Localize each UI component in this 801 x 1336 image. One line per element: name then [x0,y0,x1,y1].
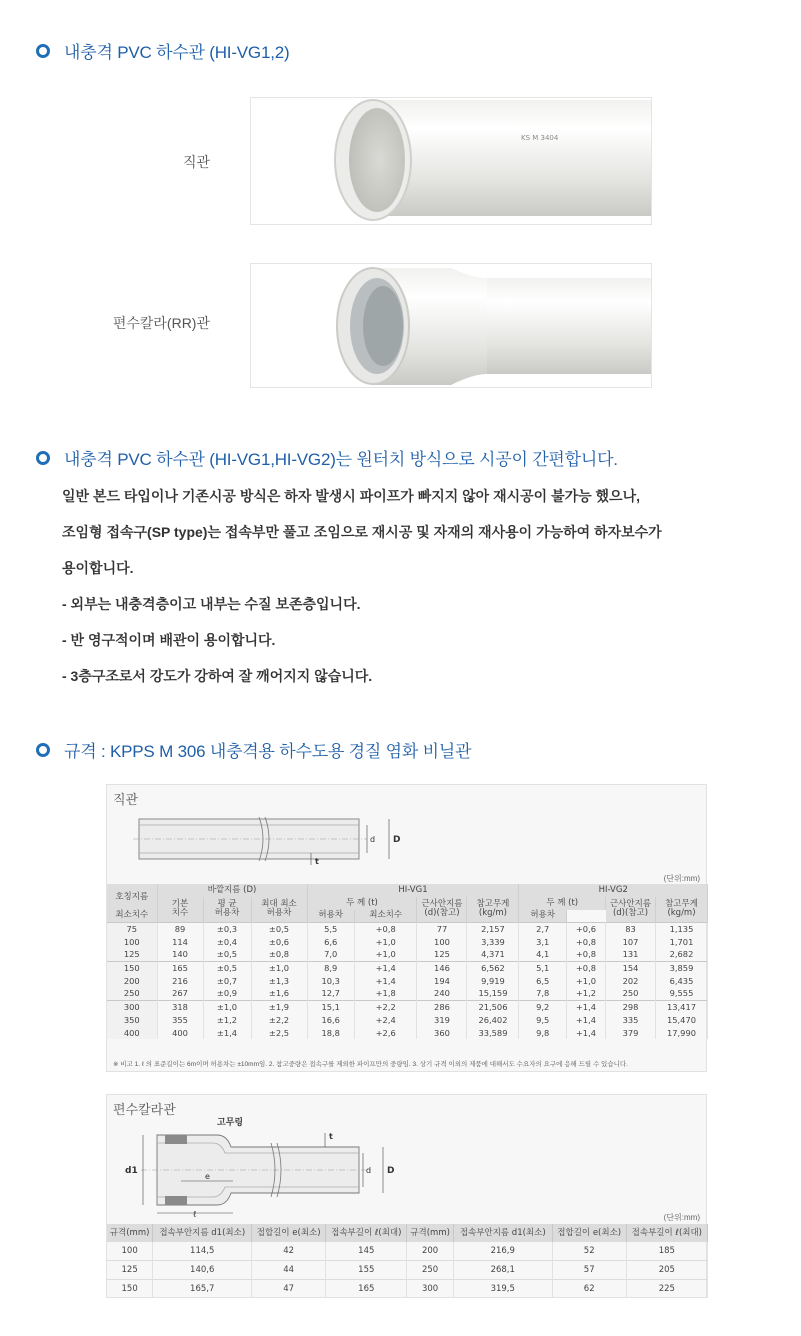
table-cell: ±0,5 [203,948,251,961]
table-cell: +0,8 [566,935,605,948]
table-cell: 15,470 [656,1013,708,1026]
table-cell: +0,8 [566,961,605,974]
diagram-label-gasket: 고무링 [217,1118,244,1128]
table-cell: 140,6 [153,1260,252,1279]
table-cell: 298 [606,1000,656,1013]
col-header-inner: 근사안지름 (d)(참고) [606,897,656,922]
table-cell: 3,859 [656,961,708,974]
table-cell: 77 [417,922,467,935]
table-cell: 12,7 [307,987,354,1000]
table-cell: 335 [606,1013,656,1026]
table-cell: 21,506 [467,1000,519,1013]
description-line: 일반 본드 타입이나 기존시공 방식은 하자 발생시 파이프가 빠지지 않아 재시공이 불가능 했으나, [62,488,640,504]
table-cell: 200 [107,974,157,987]
rr-table-header-row [107,1224,708,1241]
table-cell: 6,562 [467,961,519,974]
table-cell: 300 [407,1279,453,1298]
table-row [107,935,708,948]
table-cell: 9,555 [656,987,708,1000]
table-cell: ±2,5 [251,1026,307,1039]
table-cell: ±1,2 [203,1013,251,1026]
table-cell: 62 [552,1279,626,1298]
collar-pipe-image [251,264,652,388]
unit-label: (단위:mm) [663,1213,700,1222]
circle-bullet-icon [36,451,50,465]
table-cell: 83 [606,922,656,935]
table-cell: 150 [107,1279,153,1298]
col-header-tol: 허용차 [519,910,566,922]
section-heading-product [36,38,289,63]
table-cell: 52 [552,1241,626,1260]
section-heading-installation [36,445,618,470]
table-cell: 57 [552,1260,626,1279]
table-cell: 2,157 [467,922,519,935]
table-cell: 125 [107,948,157,961]
table-row [107,1241,708,1260]
table-cell: 205 [626,1260,707,1279]
table-cell: 165 [326,1279,407,1298]
table-cell: 114,5 [153,1241,252,1260]
table-cell: 9,2 [519,1000,566,1013]
col-header-nominal: 호칭지름 [107,884,157,910]
table-cell: +2,6 [354,1026,417,1039]
table-cell: 355 [157,1013,203,1026]
table-cell: 2,682 [656,948,708,961]
rr-spec-title: 편수칼라관 [113,1102,176,1117]
table-cell: ±0,4 [203,935,251,948]
table-cell: 6,5 [519,974,566,987]
table-cell: 194 [417,974,467,987]
feature-bullet: - 반 영구적이며 배관이 용이합니다. [62,632,276,648]
table-cell: +2,4 [354,1013,417,1026]
diagram-label-e: e [205,1172,210,1181]
table-cell: 7,0 [307,948,354,961]
table-cell: 318 [157,1000,203,1013]
table-cell: 100 [107,935,157,948]
table-cell: ±0,7 [203,974,251,987]
table-cell: 379 [606,1026,656,1039]
col-header-weight: 참고무게 (kg/m) [467,897,519,922]
rr-col-header: 접합길이 e(최소) [552,1224,626,1241]
table-cell: +2,2 [354,1000,417,1013]
table-cell: 44 [252,1260,326,1279]
table-cell: ±0,6 [251,935,307,948]
table-cell: ±2,2 [251,1013,307,1026]
table-cell: 125 [417,948,467,961]
diagram-label-t: t [315,857,319,866]
feature-bullet: - 3층구조로서 강도가 강하여 잘 깨어지지 않습니다. [62,668,373,684]
rr-col-header: 규격(mm) [107,1224,153,1241]
unit-label: (단위:mm) [663,874,700,883]
table-cell: 400 [157,1026,203,1039]
description-line: 용이합니다. [62,560,134,576]
rr-col-header: 규격(mm) [407,1224,453,1241]
table-cell: +1,2 [566,987,605,1000]
table-cell: 2,7 [519,922,566,935]
table-cell: 200 [407,1241,453,1260]
table-cell: 47 [252,1279,326,1298]
diagram-label-d: d [370,835,376,844]
circle-bullet-icon [36,44,50,58]
table-cell: 3,339 [467,935,519,948]
col-header-min: 최소치수 [107,910,157,922]
table-cell: 216 [157,974,203,987]
section-heading-spec [36,737,471,762]
table-cell: ±0,8 [251,948,307,961]
table-cell: 8,9 [307,961,354,974]
straight-spec-panel [106,784,707,1072]
table-cell: 145 [326,1241,407,1260]
description-line: 조임형 접속구(SP type)는 접속부만 풀고 조임으로 재시공 및 자재의 재사용이 가능하여 하자보수가 [62,524,662,540]
rr-col-header: 접속부안지름 d1(최소) [453,1224,552,1241]
table-cell: 107 [606,935,656,948]
table-cell: 114 [157,935,203,948]
col-header-min: 최소치수 [354,910,417,922]
col-header-tol: 허용차 [307,910,354,922]
diagram-label-D: D [387,1166,395,1176]
rr-pipe-diagram [121,1113,401,1217]
table-row [107,961,708,974]
table-row [107,948,708,961]
col-header-avg-tol: 평 균 허용차 [203,897,251,922]
table-row [107,987,708,1000]
col-group-vg1: HI-VG1 [307,884,519,897]
table-cell: 9,919 [467,974,519,987]
rr-spec-table [107,1224,708,1298]
table-cell: ±1,3 [251,974,307,987]
col-header-inner: 근사안지름 (d)(참고) [417,897,467,922]
table-cell: 267 [157,987,203,1000]
col-group-vg2: HI-VG2 [519,884,708,897]
straight-table-body [107,922,708,1039]
table-cell: 3,1 [519,935,566,948]
table-cell: +1,0 [354,948,417,961]
table-cell: 6,435 [656,974,708,987]
table-cell: 89 [157,922,203,935]
table-cell: 165,7 [153,1279,252,1298]
col-header-basic: 기본 치수 [157,897,203,922]
straight-pipe-label: 직관 [182,154,210,170]
table-cell: 150 [107,961,157,974]
straight-spec-title: 직관 [113,792,139,807]
table-cell: ±0,5 [203,961,251,974]
rr-spec-panel [106,1094,707,1298]
table-note: ※ 비고 1. ℓ 의 표준길이는 6m이며 허용차는 ±10mm임. 2. 참고중량은 접속구를 제외한 파이프만의 중량임. 3. 상기 규격 이외의 제품에 대해서도 수요자의 요구에 응해 드릴 수 있습니다. [113,1061,628,1068]
table-cell: 100 [107,1241,153,1260]
table-cell: +1,0 [566,974,605,987]
table-cell: +1,4 [566,1013,605,1026]
table-row [107,974,708,987]
col-group-outer: 바깥지름 (D) [157,884,307,897]
table-cell: 400 [107,1026,157,1039]
table-cell: 13,417 [656,1000,708,1013]
table-cell: 9,8 [519,1026,566,1039]
rr-table-body [107,1241,708,1298]
table-cell: 100 [417,935,467,948]
table-cell: 319 [417,1013,467,1026]
table-cell: 4,1 [519,948,566,961]
table-cell: 300 [107,1000,157,1013]
table-cell: 125 [107,1260,153,1279]
col-header-maxmin-tol: 최대 최소 허용차 [251,897,307,922]
table-row [107,922,708,935]
table-cell: 5,1 [519,961,566,974]
table-cell: +0,8 [354,922,417,935]
table-cell: ±0,9 [203,987,251,1000]
table-cell: 146 [417,961,467,974]
rr-col-header: 접합길이 e(최소) [252,1224,326,1241]
table-cell: +1,4 [566,1000,605,1013]
table-cell: 140 [157,948,203,961]
table-cell: 5,5 [307,922,354,935]
table-cell: +1,8 [354,987,417,1000]
table-cell: +1,0 [354,935,417,948]
table-cell: 250 [107,987,157,1000]
table-cell: 185 [626,1241,707,1260]
collar-pipe-photo [250,263,652,388]
table-row [107,1013,708,1026]
table-cell: 350 [107,1013,157,1026]
diagram-label-d1: d1 [125,1166,138,1176]
straight-pipe-diagram [127,811,407,867]
col-header-thickness: 두 께 (t) [519,897,606,910]
table-row [107,1026,708,1039]
table-cell: 319,5 [453,1279,552,1298]
table-cell: 75 [107,922,157,935]
circle-bullet-icon [36,743,50,757]
table-cell: +1,4 [566,1026,605,1039]
table-cell: 286 [417,1000,467,1013]
table-cell: 165 [157,961,203,974]
table-row [107,1279,708,1298]
table-cell: 15,1 [307,1000,354,1013]
table-cell: 250 [407,1260,453,1279]
straight-pipe-image [251,98,652,225]
table-cell: +1,4 [354,961,417,974]
table-cell: ±1,0 [251,961,307,974]
table-cell: ±1,6 [251,987,307,1000]
table-cell: 202 [606,974,656,987]
table-cell: ±0,3 [203,922,251,935]
table-cell: 1,701 [656,935,708,948]
table-cell: 7,8 [519,987,566,1000]
table-cell: ±1,9 [251,1000,307,1013]
table-row [107,1260,708,1279]
table-cell: +1,4 [354,974,417,987]
table-cell: 42 [252,1241,326,1260]
col-header-weight: 참고무게 (kg/m) [656,897,708,922]
straight-spec-table [107,884,708,1039]
feature-bullet: - 외부는 내충격층이고 내부는 수질 보존층입니다. [62,596,361,612]
collar-pipe-label: 편수칼라(RR)관 [112,315,210,331]
table-cell: +0,6 [566,922,605,935]
table-cell: 240 [417,987,467,1000]
table-row [107,1000,708,1013]
table-cell: 154 [606,961,656,974]
table-cell: 155 [326,1260,407,1279]
diagram-label-d: d [366,1166,372,1175]
table-cell: 9,5 [519,1013,566,1026]
table-cell: ±1,0 [203,1000,251,1013]
table-cell: ±0,5 [251,922,307,935]
rr-col-header: 접속부안지름 d1(최소) [153,1224,252,1241]
table-cell: 6,6 [307,935,354,948]
diagram-label-D: D [393,835,401,845]
table-cell: 16,6 [307,1013,354,1026]
diagram-label-t: t [329,1132,333,1141]
table-cell: 225 [626,1279,707,1298]
table-cell: 131 [606,948,656,961]
diagram-label-l: ℓ [193,1210,197,1217]
table-cell: 4,371 [467,948,519,961]
table-cell: ±1,4 [203,1026,251,1039]
table-cell: 18,8 [307,1026,354,1039]
table-cell: +0,8 [566,948,605,961]
table-cell: 216,9 [453,1241,552,1260]
rr-col-header: 접속부길이 ℓ(최대) [626,1224,707,1241]
table-cell: 26,402 [467,1013,519,1026]
straight-pipe-photo [250,97,652,225]
heading-text: 규격 : KPPS M 306 내충격용 하수도용 경질 염화 비닐관 [64,742,472,761]
table-cell: 250 [606,987,656,1000]
description-block [62,478,762,694]
table-cell: 1,135 [656,922,708,935]
table-cell: 268,1 [453,1260,552,1279]
table-cell: 33,589 [467,1026,519,1039]
heading-text: 내충격 PVC 하수관 (HI-VG1,HI-VG2)는 원터치 방식으로 시공이 간편합니다. [64,450,618,469]
table-cell: 17,990 [656,1026,708,1039]
heading-text: 내충격 PVC 하수관 (HI-VG1,2) [64,43,290,62]
pipe-print-text: KS M 3404 [521,134,559,142]
table-cell: 360 [417,1026,467,1039]
col-header-thickness: 두 께 (t) [307,897,417,910]
rr-col-header: 접속부길이 ℓ(최대) [326,1224,407,1241]
table-cell: 15,159 [467,987,519,1000]
table-cell: 10,3 [307,974,354,987]
